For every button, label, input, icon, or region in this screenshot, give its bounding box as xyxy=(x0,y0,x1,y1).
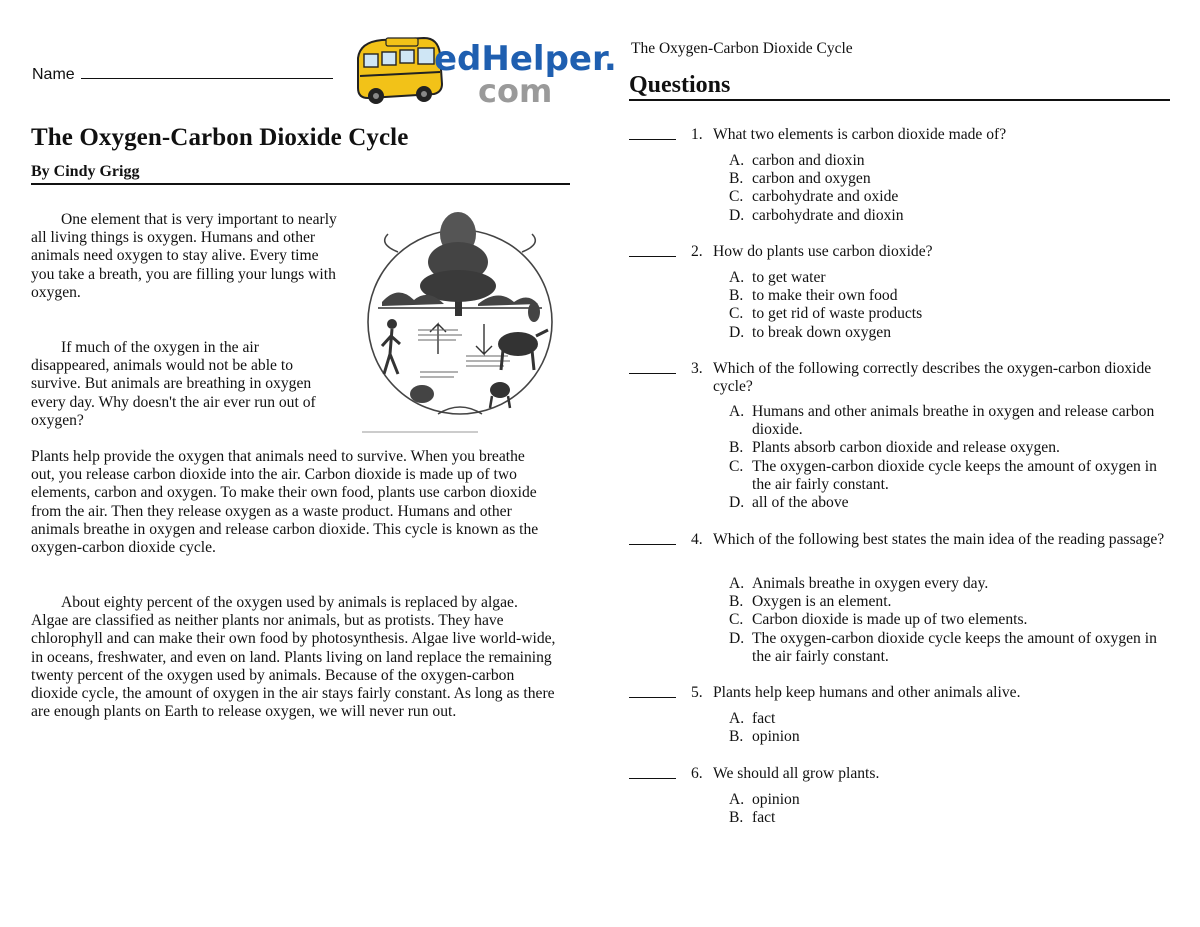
answer-option: A. carbon and dioxin xyxy=(729,152,865,169)
question-text: Which of the following correctly describes the oxygen-carbon dioxide cycle? xyxy=(713,360,1152,396)
name-blank-line[interactable] xyxy=(81,64,333,79)
questions-heading: Questions xyxy=(629,71,1170,101)
passage-paragraph: If much of the oxygen in the air disappeared, animals would not be able to survive. But animals are breathing in oxygen every day. Why doesn't the air ever run out of oxygen? xyxy=(31,339,316,429)
answer-blank[interactable] xyxy=(629,697,676,698)
answer-option: C. Carbon dioxide is made up of two elements. xyxy=(729,611,1028,629)
school-bus-icon xyxy=(358,38,442,104)
passage-paragraph: About eighty percent of the oxygen used by animals is replaced by algae. Algae are classified as neither plants nor animals, but as protists. They have chlorophyll and can make their own food by photosynthesis. Algae live world-wide, in oceans, freshwater, and even on land. Plants living on land replace the remaining twenty percent of the oxygen used by animals. Because of the oxygen-carbon dioxide cycle, the amount of oxygen in the air stays fairly constant. As long as there are enough plants on Earth to release oxygen, we will never run out. xyxy=(31,594,556,721)
question-number: 3. xyxy=(691,360,703,377)
question-text: What two elements is carbon dioxide made of? xyxy=(713,126,1007,143)
passage-paragraph: One element that is very important to nearly all living things is oxygen. Humans and other animals need oxygen to stay alive. Every time you take a breath, you are filling your lungs with oxygen. xyxy=(31,211,337,301)
question-text: How do plants use carbon dioxide? xyxy=(713,243,933,260)
question-number: 6. xyxy=(691,765,703,782)
answer-option: A. to get water xyxy=(729,269,826,286)
passage-title: The Oxygen-Carbon Dioxide Cycle xyxy=(31,124,409,151)
name-label: Name xyxy=(32,66,75,83)
answer-blank[interactable] xyxy=(629,256,676,257)
answer-blank[interactable] xyxy=(629,544,676,545)
answer-option: D. The oxygen-carbon dioxide cycle keeps the amount of oxygen in the air fairly constant. xyxy=(729,629,1157,665)
question-text: Which of the following best states the main idea of the reading passage? xyxy=(713,531,1165,548)
answer-blank[interactable] xyxy=(629,778,676,779)
answer-option: B. opinion xyxy=(729,728,800,746)
answer-option: B. Oxygen is an element. xyxy=(729,593,892,611)
author-byline: By Cindy Grigg xyxy=(31,163,570,185)
logo-wordmark-com: com xyxy=(478,72,553,110)
answer-option: A. Animals breathe in oxygen every day. xyxy=(729,575,989,592)
question-number: 2. xyxy=(691,243,703,260)
answer-option: C. to get rid of waste products xyxy=(729,305,923,323)
question-text: Plants help keep humans and other animals alive. xyxy=(713,684,1021,701)
question-number: 1. xyxy=(691,126,703,143)
answer-option: B. Plants absorb carbon dioxide and release oxygen. xyxy=(729,439,1060,457)
answer-option: A. opinion xyxy=(729,791,800,808)
page-header: The Oxygen-Carbon Dioxide Cycle xyxy=(631,40,853,57)
edhelper-logo xyxy=(352,32,617,112)
answer-option: D. all of the above xyxy=(729,494,849,512)
answer-option: B. fact xyxy=(729,809,776,827)
passage-paragraph: Plants help provide the oxygen that animals need to survive. When you breathe out, you release carbon dioxide into the air. Carbon dioxide is made up of two elements, carbon and oxygen. To make their own food, plants use carbon dioxide from the air. Then they release oxygen as a waste product. Humans and other animals breathe in oxygen and release carbon dioxide. This cycle is known as the oxygen-carbon dioxide cycle. xyxy=(31,448,539,557)
question-number: 5. xyxy=(691,684,703,701)
answer-option: A. fact xyxy=(729,710,776,727)
answer-blank[interactable] xyxy=(629,373,676,374)
question-number: 4. xyxy=(691,531,703,548)
answer-option: A. Humans and other animals breathe in oxygen and release carbon dioxide. xyxy=(729,403,1155,439)
answer-option: C. carbohydrate and oxide xyxy=(729,188,899,206)
answer-option: C. The oxygen-carbon dioxide cycle keeps the amount of oxygen in the air fairly constant. xyxy=(729,457,1157,493)
question-text: We should all grow plants. xyxy=(713,765,880,782)
answer-option: B. to make their own food xyxy=(729,287,898,305)
answer-option: D. carbohydrate and dioxin xyxy=(729,206,904,224)
answer-blank[interactable] xyxy=(629,139,676,140)
logo-wordmark: edHelper. xyxy=(434,39,617,79)
name-field-row xyxy=(32,64,333,84)
oxygen-cycle-diagram xyxy=(358,204,562,436)
animal-silhouettes xyxy=(410,302,548,408)
hiker-figure-icon xyxy=(382,319,400,374)
answer-option: B. carbon and oxygen xyxy=(729,170,871,188)
answer-option: D. to break down oxygen xyxy=(729,323,892,341)
